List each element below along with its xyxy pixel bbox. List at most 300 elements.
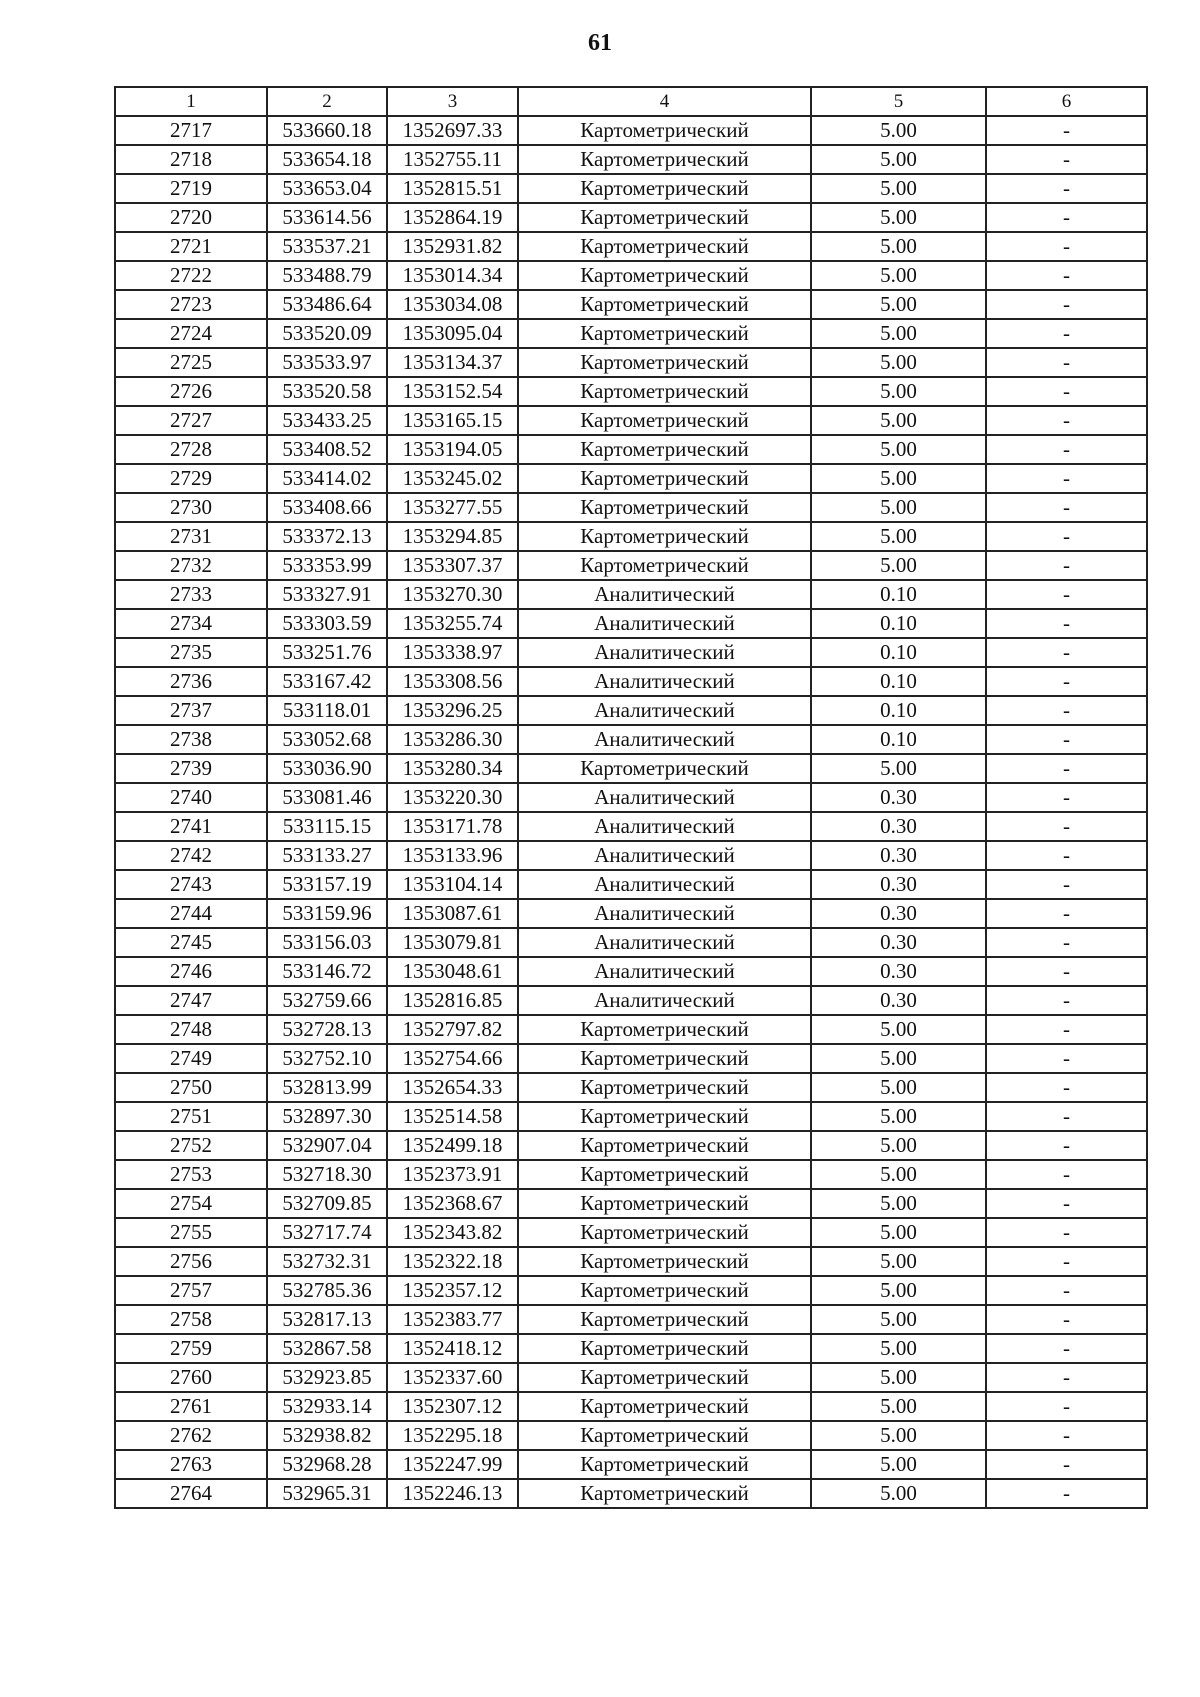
table-row	[115, 783, 1147, 812]
accuracy-cell: 5.00	[811, 1305, 986, 1334]
y-coordinate-cell: 1353048.61	[387, 957, 518, 986]
note-cell: -	[986, 1160, 1147, 1189]
point-number-cell: 2760	[115, 1363, 267, 1392]
table-row	[115, 1276, 1147, 1305]
method-cell: Картометрический	[518, 1450, 811, 1479]
method-cell: Картометрический	[518, 406, 811, 435]
method-cell: Картометрический	[518, 232, 811, 261]
x-coordinate-cell: 532728.13	[267, 1015, 387, 1044]
accuracy-cell: 5.00	[811, 1276, 986, 1305]
method-cell: Аналитический	[518, 580, 811, 609]
point-number-cell: 2743	[115, 870, 267, 899]
method-cell: Аналитический	[518, 957, 811, 986]
method-cell: Картометрический	[518, 464, 811, 493]
table-row	[115, 290, 1147, 319]
point-number-cell: 2757	[115, 1276, 267, 1305]
y-coordinate-cell: 1352383.77	[387, 1305, 518, 1334]
method-cell: Картометрический	[518, 1218, 811, 1247]
x-coordinate-cell: 533408.52	[267, 435, 387, 464]
point-number-cell: 2719	[115, 174, 267, 203]
method-cell: Картометрический	[518, 1363, 811, 1392]
note-cell: -	[986, 754, 1147, 783]
table-row	[115, 812, 1147, 841]
point-number-cell: 2742	[115, 841, 267, 870]
note-cell: -	[986, 1131, 1147, 1160]
x-coordinate-cell: 533157.19	[267, 870, 387, 899]
y-coordinate-cell: 1353277.55	[387, 493, 518, 522]
table-row	[115, 1450, 1147, 1479]
x-coordinate-cell: 533303.59	[267, 609, 387, 638]
note-cell: -	[986, 203, 1147, 232]
accuracy-cell: 5.00	[811, 203, 986, 232]
method-cell: Картометрический	[518, 1392, 811, 1421]
note-cell: -	[986, 928, 1147, 957]
point-number-cell: 2722	[115, 261, 267, 290]
y-coordinate-cell: 1352295.18	[387, 1421, 518, 1450]
table-row	[115, 667, 1147, 696]
note-cell: -	[986, 638, 1147, 667]
note-cell: -	[986, 145, 1147, 174]
accuracy-cell: 5.00	[811, 1160, 986, 1189]
y-coordinate-cell: 1353255.74	[387, 609, 518, 638]
point-number-cell: 2718	[115, 145, 267, 174]
method-cell: Картометрический	[518, 435, 811, 464]
accuracy-cell: 5.00	[811, 348, 986, 377]
point-number-cell: 2756	[115, 1247, 267, 1276]
method-cell: Картометрический	[518, 1421, 811, 1450]
note-cell: -	[986, 986, 1147, 1015]
table-row	[115, 1421, 1147, 1450]
x-coordinate-cell: 533353.99	[267, 551, 387, 580]
y-coordinate-cell: 1353286.30	[387, 725, 518, 754]
point-number-cell: 2751	[115, 1102, 267, 1131]
point-number-cell: 2744	[115, 899, 267, 928]
y-coordinate-cell: 1352931.82	[387, 232, 518, 261]
point-number-cell: 2723	[115, 290, 267, 319]
accuracy-cell: 0.10	[811, 580, 986, 609]
y-coordinate-cell: 1352514.58	[387, 1102, 518, 1131]
note-cell: -	[986, 319, 1147, 348]
accuracy-cell: 5.00	[811, 1073, 986, 1102]
table-row	[115, 1189, 1147, 1218]
accuracy-cell: 5.00	[811, 464, 986, 493]
point-number-cell: 2738	[115, 725, 267, 754]
table-row	[115, 1334, 1147, 1363]
x-coordinate-cell: 533327.91	[267, 580, 387, 609]
y-coordinate-cell: 1353087.61	[387, 899, 518, 928]
x-coordinate-cell: 532968.28	[267, 1450, 387, 1479]
y-coordinate-cell: 1353280.34	[387, 754, 518, 783]
table-row	[115, 1305, 1147, 1334]
point-number-cell: 2739	[115, 754, 267, 783]
header-cell-3: 3	[387, 87, 518, 116]
method-cell: Картометрический	[518, 1189, 811, 1218]
note-cell: -	[986, 1247, 1147, 1276]
note-cell: -	[986, 812, 1147, 841]
note-cell: -	[986, 725, 1147, 754]
y-coordinate-cell: 1352368.67	[387, 1189, 518, 1218]
note-cell: -	[986, 1363, 1147, 1392]
point-number-cell: 2730	[115, 493, 267, 522]
method-cell: Аналитический	[518, 870, 811, 899]
note-cell: -	[986, 406, 1147, 435]
point-number-cell: 2749	[115, 1044, 267, 1073]
point-number-cell: 2752	[115, 1131, 267, 1160]
method-cell: Картометрический	[518, 1131, 811, 1160]
method-cell: Картометрический	[518, 116, 811, 145]
table-row	[115, 261, 1147, 290]
accuracy-cell: 5.00	[811, 261, 986, 290]
y-coordinate-cell: 1352499.18	[387, 1131, 518, 1160]
table-row	[115, 1015, 1147, 1044]
accuracy-cell: 5.00	[811, 1363, 986, 1392]
point-number-cell: 2721	[115, 232, 267, 261]
point-number-cell: 2758	[115, 1305, 267, 1334]
x-coordinate-cell: 533520.58	[267, 377, 387, 406]
y-coordinate-cell: 1353152.54	[387, 377, 518, 406]
accuracy-cell: 5.00	[811, 493, 986, 522]
point-number-cell: 2754	[115, 1189, 267, 1218]
table-row	[115, 174, 1147, 203]
y-coordinate-cell: 1353165.15	[387, 406, 518, 435]
accuracy-cell: 0.10	[811, 696, 986, 725]
accuracy-cell: 5.00	[811, 377, 986, 406]
note-cell: -	[986, 870, 1147, 899]
point-number-cell: 2717	[115, 116, 267, 145]
method-cell: Картометрический	[518, 1015, 811, 1044]
method-cell: Картометрический	[518, 1073, 811, 1102]
table-row	[115, 957, 1147, 986]
y-coordinate-cell: 1352343.82	[387, 1218, 518, 1247]
point-number-cell: 2731	[115, 522, 267, 551]
x-coordinate-cell: 533433.25	[267, 406, 387, 435]
accuracy-cell: 5.00	[811, 406, 986, 435]
x-coordinate-cell: 533653.04	[267, 174, 387, 203]
y-coordinate-cell: 1352864.19	[387, 203, 518, 232]
table-row	[115, 348, 1147, 377]
y-coordinate-cell: 1352755.11	[387, 145, 518, 174]
y-coordinate-cell: 1353307.37	[387, 551, 518, 580]
accuracy-cell: 0.10	[811, 725, 986, 754]
x-coordinate-cell: 532933.14	[267, 1392, 387, 1421]
method-cell: Аналитический	[518, 841, 811, 870]
table-row	[115, 928, 1147, 957]
method-cell: Картометрический	[518, 754, 811, 783]
note-cell: -	[986, 1479, 1147, 1508]
x-coordinate-cell: 533159.96	[267, 899, 387, 928]
accuracy-cell: 0.10	[811, 609, 986, 638]
accuracy-cell: 5.00	[811, 1189, 986, 1218]
accuracy-cell: 0.30	[811, 986, 986, 1015]
y-coordinate-cell: 1352307.12	[387, 1392, 518, 1421]
note-cell: -	[986, 348, 1147, 377]
accuracy-cell: 5.00	[811, 174, 986, 203]
accuracy-cell: 0.10	[811, 667, 986, 696]
accuracy-cell: 5.00	[811, 1247, 986, 1276]
method-cell: Картометрический	[518, 261, 811, 290]
table-row	[115, 232, 1147, 261]
x-coordinate-cell: 533118.01	[267, 696, 387, 725]
y-coordinate-cell: 1353134.37	[387, 348, 518, 377]
accuracy-cell: 5.00	[811, 1102, 986, 1131]
x-coordinate-cell: 532717.74	[267, 1218, 387, 1247]
accuracy-cell: 0.30	[811, 812, 986, 841]
note-cell: -	[986, 435, 1147, 464]
y-coordinate-cell: 1353034.08	[387, 290, 518, 319]
table-row	[115, 493, 1147, 522]
point-number-cell: 2734	[115, 609, 267, 638]
y-coordinate-cell: 1353270.30	[387, 580, 518, 609]
point-number-cell: 2732	[115, 551, 267, 580]
x-coordinate-cell: 533081.46	[267, 783, 387, 812]
method-cell: Аналитический	[518, 986, 811, 1015]
y-coordinate-cell: 1353296.25	[387, 696, 518, 725]
accuracy-cell: 5.00	[811, 1334, 986, 1363]
table-row	[115, 899, 1147, 928]
x-coordinate-cell: 533036.90	[267, 754, 387, 783]
accuracy-cell: 0.30	[811, 870, 986, 899]
y-coordinate-cell: 1353095.04	[387, 319, 518, 348]
method-cell: Картометрический	[518, 1044, 811, 1073]
x-coordinate-cell: 532965.31	[267, 1479, 387, 1508]
method-cell: Аналитический	[518, 725, 811, 754]
note-cell: -	[986, 609, 1147, 638]
note-cell: -	[986, 232, 1147, 261]
y-coordinate-cell: 1352322.18	[387, 1247, 518, 1276]
note-cell: -	[986, 841, 1147, 870]
note-cell: -	[986, 1073, 1147, 1102]
point-number-cell: 2755	[115, 1218, 267, 1247]
header-cell-6: 6	[986, 87, 1147, 116]
x-coordinate-cell: 533520.09	[267, 319, 387, 348]
method-cell: Аналитический	[518, 696, 811, 725]
point-number-cell: 2737	[115, 696, 267, 725]
accuracy-cell: 5.00	[811, 1450, 986, 1479]
method-cell: Картометрический	[518, 1276, 811, 1305]
method-cell: Картометрический	[518, 319, 811, 348]
x-coordinate-cell: 533654.18	[267, 145, 387, 174]
header-cell-2: 2	[267, 87, 387, 116]
x-coordinate-cell: 533660.18	[267, 116, 387, 145]
table-row	[115, 319, 1147, 348]
y-coordinate-cell: 1353338.97	[387, 638, 518, 667]
x-coordinate-cell: 532938.82	[267, 1421, 387, 1450]
accuracy-cell: 5.00	[811, 1015, 986, 1044]
header-row	[115, 87, 1147, 116]
point-number-cell: 2735	[115, 638, 267, 667]
x-coordinate-cell: 532752.10	[267, 1044, 387, 1073]
table-row	[115, 464, 1147, 493]
accuracy-cell: 5.00	[811, 1218, 986, 1247]
table-row	[115, 522, 1147, 551]
note-cell: -	[986, 696, 1147, 725]
method-cell: Картометрический	[518, 493, 811, 522]
point-number-cell: 2726	[115, 377, 267, 406]
y-coordinate-cell: 1352654.33	[387, 1073, 518, 1102]
note-cell: -	[986, 1421, 1147, 1450]
x-coordinate-cell: 532867.58	[267, 1334, 387, 1363]
method-cell: Картометрический	[518, 377, 811, 406]
note-cell: -	[986, 261, 1147, 290]
accuracy-cell: 5.00	[811, 232, 986, 261]
note-cell: -	[986, 899, 1147, 928]
x-coordinate-cell: 533486.64	[267, 290, 387, 319]
x-coordinate-cell: 532923.85	[267, 1363, 387, 1392]
table-row	[115, 725, 1147, 754]
x-coordinate-cell: 532732.31	[267, 1247, 387, 1276]
point-number-cell: 2753	[115, 1160, 267, 1189]
table-row	[115, 1073, 1147, 1102]
table-row	[115, 406, 1147, 435]
y-coordinate-cell: 1352754.66	[387, 1044, 518, 1073]
x-coordinate-cell: 532907.04	[267, 1131, 387, 1160]
note-cell: -	[986, 522, 1147, 551]
table-row	[115, 1218, 1147, 1247]
table-row	[115, 1044, 1147, 1073]
x-coordinate-cell: 533537.21	[267, 232, 387, 261]
header-cell-5: 5	[811, 87, 986, 116]
table-row	[115, 551, 1147, 580]
accuracy-cell: 0.10	[811, 638, 986, 667]
accuracy-cell: 0.30	[811, 783, 986, 812]
x-coordinate-cell: 533533.97	[267, 348, 387, 377]
y-coordinate-cell: 1352418.12	[387, 1334, 518, 1363]
x-coordinate-cell: 533614.56	[267, 203, 387, 232]
table-row	[115, 377, 1147, 406]
point-number-cell: 2725	[115, 348, 267, 377]
point-number-cell: 2750	[115, 1073, 267, 1102]
point-number-cell: 2746	[115, 957, 267, 986]
table-row	[115, 580, 1147, 609]
method-cell: Аналитический	[518, 638, 811, 667]
x-coordinate-cell: 533115.15	[267, 812, 387, 841]
method-cell: Картометрический	[518, 1102, 811, 1131]
table-row	[115, 1160, 1147, 1189]
method-cell: Картометрический	[518, 1305, 811, 1334]
accuracy-cell: 5.00	[811, 435, 986, 464]
note-cell: -	[986, 667, 1147, 696]
method-cell: Картометрический	[518, 1479, 811, 1508]
note-cell: -	[986, 1305, 1147, 1334]
method-cell: Аналитический	[518, 899, 811, 928]
page-number: 61	[588, 30, 612, 56]
x-coordinate-cell: 532817.13	[267, 1305, 387, 1334]
x-coordinate-cell: 532709.85	[267, 1189, 387, 1218]
x-coordinate-cell: 533408.66	[267, 493, 387, 522]
y-coordinate-cell: 1352247.99	[387, 1450, 518, 1479]
table-row	[115, 1479, 1147, 1508]
accuracy-cell: 0.30	[811, 928, 986, 957]
point-number-cell: 2724	[115, 319, 267, 348]
method-cell: Картометрический	[518, 174, 811, 203]
method-cell: Картометрический	[518, 1160, 811, 1189]
note-cell: -	[986, 116, 1147, 145]
method-cell: Аналитический	[518, 812, 811, 841]
method-cell: Аналитический	[518, 609, 811, 638]
note-cell: -	[986, 493, 1147, 522]
table-row	[115, 609, 1147, 638]
table-row	[115, 203, 1147, 232]
point-number-cell: 2761	[115, 1392, 267, 1421]
method-cell: Аналитический	[518, 783, 811, 812]
note-cell: -	[986, 1392, 1147, 1421]
accuracy-cell: 5.00	[811, 551, 986, 580]
note-cell: -	[986, 1218, 1147, 1247]
y-coordinate-cell: 1352697.33	[387, 116, 518, 145]
note-cell: -	[986, 957, 1147, 986]
table-row	[115, 116, 1147, 145]
x-coordinate-cell: 533156.03	[267, 928, 387, 957]
accuracy-cell: 0.30	[811, 899, 986, 928]
note-cell: -	[986, 783, 1147, 812]
point-number-cell: 2762	[115, 1421, 267, 1450]
table-row	[115, 1392, 1147, 1421]
note-cell: -	[986, 464, 1147, 493]
header-cell-4: 4	[518, 87, 811, 116]
point-number-cell: 2741	[115, 812, 267, 841]
accuracy-cell: 5.00	[811, 522, 986, 551]
accuracy-cell: 5.00	[811, 1044, 986, 1073]
header-cell-1: 1	[115, 87, 267, 116]
note-cell: -	[986, 1334, 1147, 1363]
x-coordinate-cell: 532785.36	[267, 1276, 387, 1305]
y-coordinate-cell: 1353194.05	[387, 435, 518, 464]
method-cell: Картометрический	[518, 290, 811, 319]
accuracy-cell: 5.00	[811, 116, 986, 145]
y-coordinate-cell: 1353171.78	[387, 812, 518, 841]
method-cell: Картометрический	[518, 1247, 811, 1276]
table-row	[115, 435, 1147, 464]
y-coordinate-cell: 1352797.82	[387, 1015, 518, 1044]
x-coordinate-cell: 533052.68	[267, 725, 387, 754]
x-coordinate-cell: 533146.72	[267, 957, 387, 986]
table-row	[115, 870, 1147, 899]
note-cell: -	[986, 1450, 1147, 1479]
point-number-cell: 2748	[115, 1015, 267, 1044]
y-coordinate-cell: 1353245.02	[387, 464, 518, 493]
y-coordinate-cell: 1353308.56	[387, 667, 518, 696]
point-number-cell: 2745	[115, 928, 267, 957]
method-cell: Картометрический	[518, 551, 811, 580]
table-row	[115, 1363, 1147, 1392]
note-cell: -	[986, 551, 1147, 580]
y-coordinate-cell: 1352357.12	[387, 1276, 518, 1305]
point-number-cell: 2728	[115, 435, 267, 464]
method-cell: Картометрический	[518, 145, 811, 174]
table-header	[115, 87, 1147, 116]
table-row	[115, 638, 1147, 667]
x-coordinate-cell: 532718.30	[267, 1160, 387, 1189]
y-coordinate-cell: 1352815.51	[387, 174, 518, 203]
note-cell: -	[986, 377, 1147, 406]
table-row	[115, 696, 1147, 725]
table-row	[115, 1102, 1147, 1131]
x-coordinate-cell: 533133.27	[267, 841, 387, 870]
accuracy-cell: 0.30	[811, 841, 986, 870]
x-coordinate-cell: 533488.79	[267, 261, 387, 290]
point-number-cell: 2729	[115, 464, 267, 493]
y-coordinate-cell: 1352816.85	[387, 986, 518, 1015]
y-coordinate-cell: 1352373.91	[387, 1160, 518, 1189]
point-number-cell: 2733	[115, 580, 267, 609]
point-number-cell: 2740	[115, 783, 267, 812]
coordinates-table	[114, 86, 1148, 1509]
table-body	[115, 116, 1147, 1508]
x-coordinate-cell: 532813.99	[267, 1073, 387, 1102]
method-cell: Картометрический	[518, 203, 811, 232]
point-number-cell: 2764	[115, 1479, 267, 1508]
point-number-cell: 2759	[115, 1334, 267, 1363]
